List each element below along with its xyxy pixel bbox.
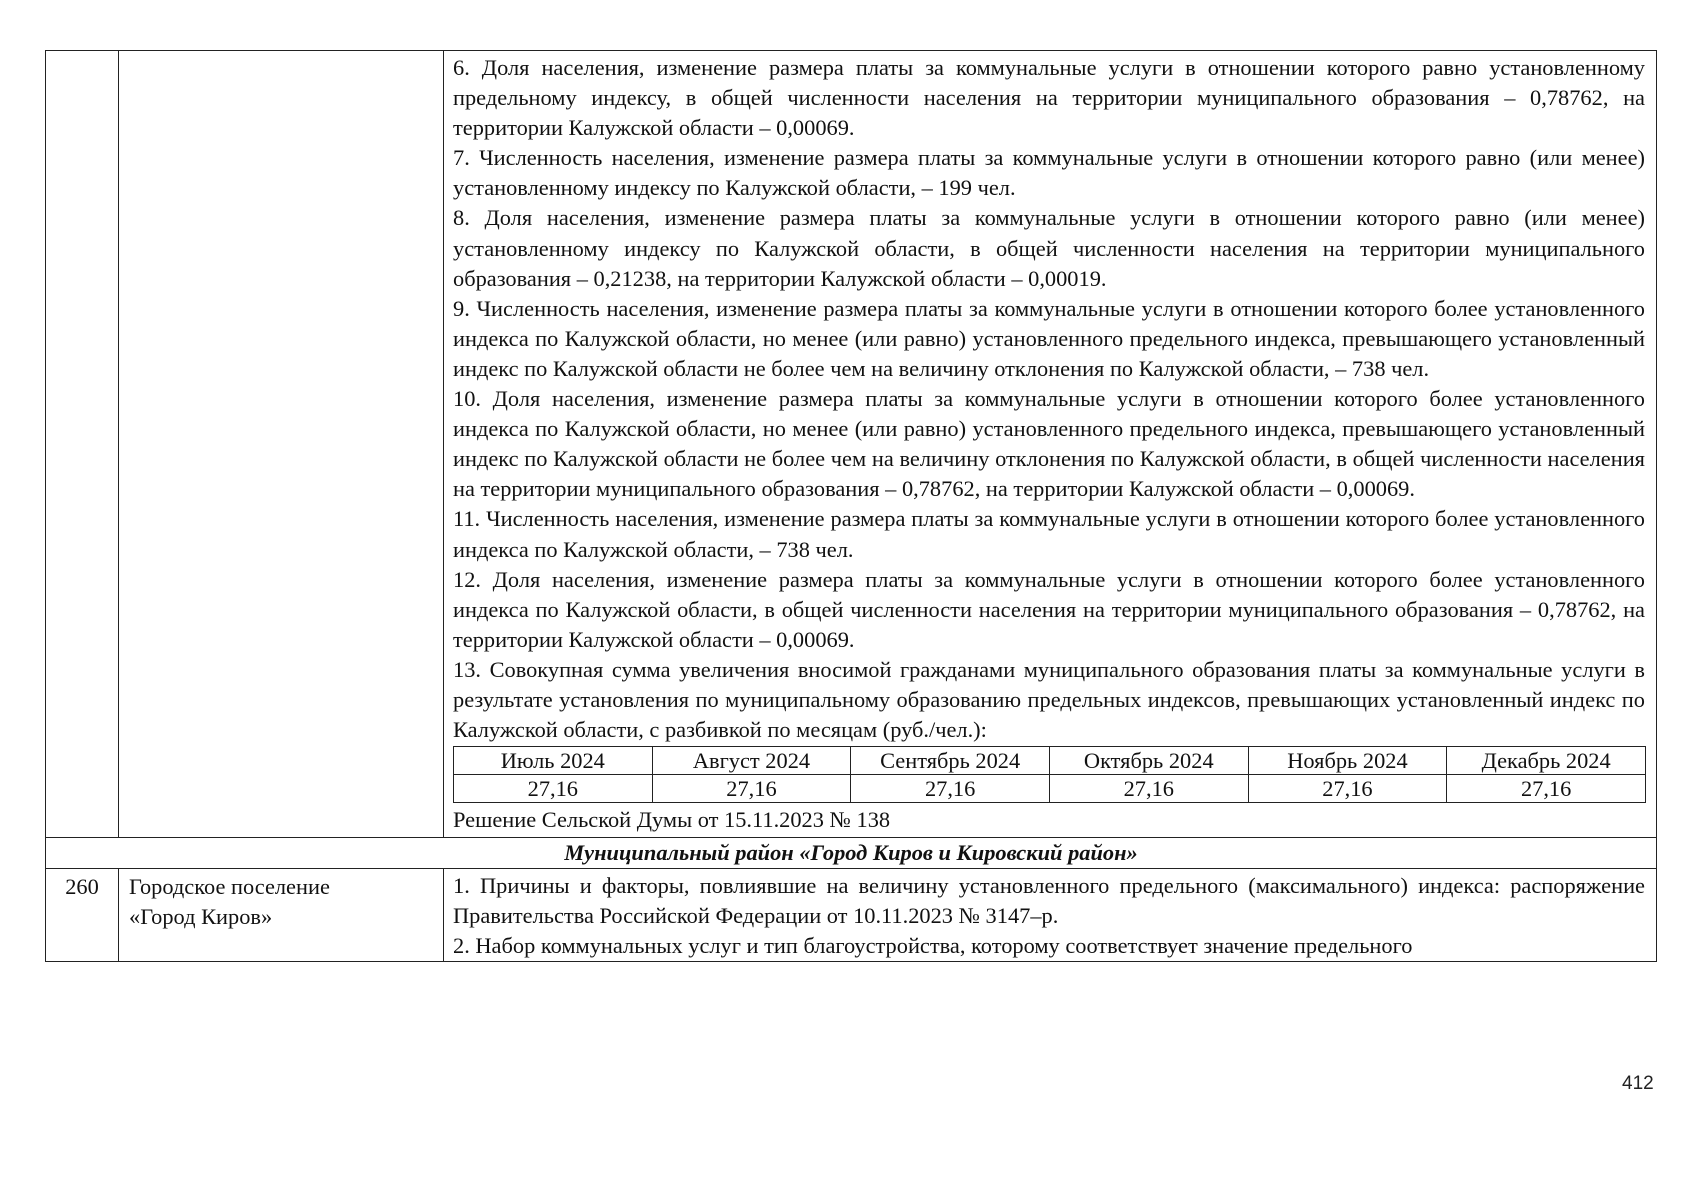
month-header: Октябрь 2024 [1049, 747, 1248, 775]
month-header: Ноябрь 2024 [1248, 747, 1447, 775]
decision-reference: Решение Сельской Думы от 15.11.2023 № 138 [453, 807, 891, 833]
month-header: Декабрь 2024 [1447, 747, 1646, 775]
table-row [454, 775, 1646, 803]
table-row [46, 838, 1657, 869]
monthly-increase-table [453, 746, 1646, 803]
item-8: 8. Доля населения, изменение размера платы за коммунальные услуги в отношении которого равно (или менее) установленному индексу по Калужской области, в общей численности населения на территории муниципального образования – 0,21238, на территории Калужской области – 0,00019. [453, 205, 1645, 291]
page-number: 412 [1622, 1073, 1654, 1094]
row-number-cell: 260 [46, 869, 119, 962]
item-2: 2. Набор коммунальных услуг и тип благоустройства, которому соответствует значение предельного [453, 933, 1413, 959]
month-value: 27,16 [851, 775, 1050, 803]
month-value: 27,16 [1248, 775, 1447, 803]
details-cell [444, 51, 1657, 838]
month-header: Сентябрь 2024 [851, 747, 1050, 775]
settlement-cell [119, 869, 444, 962]
section-header: Муниципальный район «Город Киров и Кировский район» [46, 838, 1657, 869]
row-number-cell [46, 51, 119, 838]
month-value: 27,16 [1447, 775, 1646, 803]
month-value: 27,16 [454, 775, 653, 803]
item-13: 13. Совокупная сумма увеличения вносимой гражданами муниципального образования платы за коммунальные услуги в результате установления по муниципальному образованию предельных индексов, превышающих установленный индекс по Калужской области, с разбивкой по месяцам (руб./чел.): [453, 656, 1645, 743]
details-cell [444, 869, 1657, 962]
item-11: 11. Численность населения, изменение размера платы за коммунальные услуги в отношении которого более установленного индекса по Калужской области, – 738 чел. [453, 506, 1645, 562]
item-9: 9. Численность населения, изменение размера платы за коммунальные услуги в отношении которого более установленного индекса по Калужской области, но менее (или равно) установленного предельного индекса, превышающего установленный индекс по Калужской области не более чем на величину отклонения по Калужской области, – 738 чел. [453, 295, 1645, 381]
item-7: 7. Численность населения, изменение размера платы за коммунальные услуги в отношении которого равно (или менее) установленному индексу по Калужской области, – 199 чел. [453, 145, 1645, 201]
item-6: 6. Доля населения, изменение размера платы за коммунальные услуги в отношении которого равно установленному предельному индексу, в общей численности населения на территории муниципального образования – 0,78762, на территории Калужской области – 0,00069. [453, 55, 1645, 141]
month-header: Июль 2024 [454, 747, 653, 775]
month-value: 27,16 [652, 775, 851, 803]
indices-table [45, 50, 1657, 962]
settlement-cell [119, 51, 444, 838]
table-row [46, 869, 1657, 962]
settlement-line: Городское поселение [129, 874, 330, 900]
settlement-line: «Город Киров» [129, 904, 273, 930]
item-1: 1. Причины и факторы, повлиявшие на величину установленного предельного (максимального) индекса: распоряжение Правительства Российской Федерации от 10.11.2023 № 3147–р. [453, 873, 1645, 929]
table-row [454, 747, 1646, 775]
item-10: 10. Доля населения, изменение размера платы за коммунальные услуги в отношении которого более установленного индекса по Калужской области, но менее (или равно) установленного предельного индекса, превышающего установленный индекс по Калужской области не более чем на величину отклонения по Калужской области, в общей численности населения на территории муниципального образования – 0,78762, на территории Калужской области – 0,00069. [453, 386, 1645, 502]
month-value: 27,16 [1049, 775, 1248, 803]
month-header: Август 2024 [652, 747, 851, 775]
item-12: 12. Доля населения, изменение размера платы за коммунальные услуги в отношении которого более установленного индекса по Калужской области, в общей численности населения на территории муниципального образования – 0,78762, на территории Калужской области – 0,00069. [453, 566, 1645, 652]
table-row [46, 51, 1657, 838]
